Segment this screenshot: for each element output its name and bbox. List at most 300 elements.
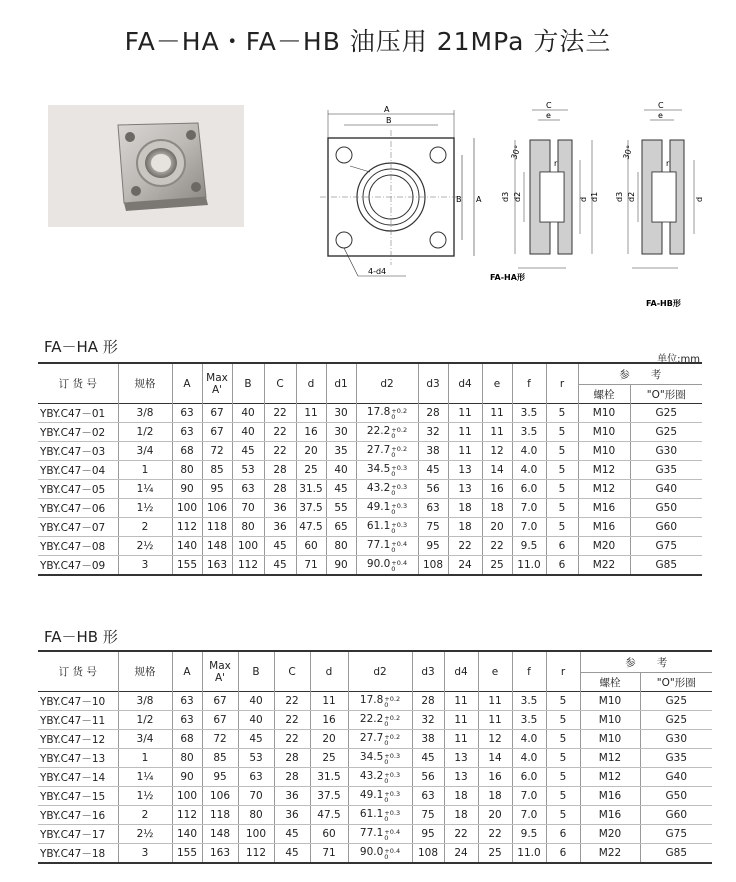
d2-tolerance — [384, 791, 400, 803]
d2-value: 90.0 — [366, 558, 391, 570]
cell-a: 68 — [172, 730, 202, 749]
cell-e: 20 — [482, 518, 512, 537]
cell-order: YBY.C47－03 — [38, 442, 118, 461]
cell-c: 36 — [274, 787, 310, 806]
d2-value: 27.7 — [366, 444, 391, 456]
technical-drawing — [310, 100, 730, 320]
d2-tolerance — [384, 829, 400, 841]
table-row — [38, 806, 712, 825]
cell-b: 112 — [232, 556, 264, 576]
cell-f: 9.5 — [512, 825, 546, 844]
cell-d4: 13 — [448, 480, 482, 499]
hb-col-oring: "O"形圈 — [640, 673, 712, 692]
cell-a: 112 — [172, 518, 202, 537]
cell-oring: G25 — [640, 692, 712, 711]
cell-b: 40 — [232, 423, 264, 442]
cell-amax: 95 — [202, 480, 232, 499]
d2-value: 43.2 — [366, 482, 391, 494]
cell-f: 4.0 — [512, 730, 546, 749]
cell-bolt: M22 — [580, 844, 640, 864]
cell-c: 22 — [274, 711, 310, 730]
cell-d: 60 — [296, 537, 326, 556]
cell-a: 90 — [172, 768, 202, 787]
cell-d: 37.5 — [310, 787, 348, 806]
dim-B-top: B — [386, 116, 392, 125]
cell-b: 53 — [232, 461, 264, 480]
d2-value: 49.1 — [359, 789, 384, 801]
cell-order: YBY.C47－04 — [38, 461, 118, 480]
cell-bolt: M10 — [580, 711, 640, 730]
d2-value: 17.8 — [366, 406, 391, 418]
cell-amax: 148 — [202, 537, 232, 556]
table-row — [38, 499, 702, 518]
cell-c: 45 — [274, 844, 310, 864]
tolerance-lower: 0 — [384, 796, 389, 804]
cell-d3: 108 — [418, 556, 448, 576]
cell-f: 7.0 — [512, 806, 546, 825]
tolerance-lower: 0 — [391, 413, 396, 421]
tolerance-lower: 0 — [391, 489, 396, 497]
hb-col-order: 订 货 号 — [58, 666, 97, 678]
cell-bolt: M16 — [580, 806, 640, 825]
cell-d4: 11 — [444, 711, 478, 730]
cell-amax: 67 — [202, 692, 238, 711]
cell-a: 112 — [172, 806, 202, 825]
tolerance-upper: +0.3 — [384, 790, 401, 798]
tolerance-lower: 0 — [391, 527, 396, 535]
tolerance-upper: +0.3 — [384, 752, 401, 760]
cell-a: 140 — [172, 825, 202, 844]
col-bolt: 螺栓 — [578, 385, 630, 404]
cell-f: 7.0 — [512, 499, 546, 518]
cell-e: 12 — [482, 442, 512, 461]
cell-c: 45 — [264, 556, 296, 576]
cell-order: YBY.C47－10 — [38, 692, 118, 711]
cell-r: 6 — [546, 844, 580, 864]
tolerance-lower: 0 — [384, 777, 389, 785]
cell-amax: 148 — [202, 825, 238, 844]
cell-amax: 85 — [202, 461, 232, 480]
tolerance-upper: +0.3 — [391, 521, 408, 529]
cell-bolt: M12 — [580, 749, 640, 768]
dim-r: r — [554, 159, 558, 168]
cell-d3: 75 — [418, 518, 448, 537]
d2-value: 49.1 — [366, 501, 391, 513]
cell-d1: 65 — [326, 518, 356, 537]
cell-r: 6 — [546, 556, 578, 576]
cell-bolt: M16 — [580, 787, 640, 806]
cell-e: 18 — [482, 499, 512, 518]
col-d4: d4 — [448, 363, 482, 404]
cell-b: 100 — [238, 825, 274, 844]
cell-f: 9.5 — [512, 537, 546, 556]
cell-c: 22 — [264, 404, 296, 423]
cell-d4: 11 — [444, 692, 478, 711]
table-row — [38, 787, 712, 806]
table-row — [38, 461, 702, 480]
cell-b: 63 — [232, 480, 264, 499]
hb-col-Amax — [202, 651, 238, 692]
cell-d1: 35 — [326, 442, 356, 461]
d2-tolerance — [384, 753, 400, 765]
table-row — [38, 423, 702, 442]
cell-d3: 32 — [412, 711, 444, 730]
cell-d1: 30 — [326, 423, 356, 442]
d2-value: 22.2 — [359, 713, 384, 725]
hb-col-A: A — [172, 651, 202, 692]
cell-spec: 1 — [118, 461, 172, 480]
tolerance-lower: 0 — [391, 508, 396, 516]
cell-order: YBY.C47－18 — [38, 844, 118, 864]
cell-bolt: M22 — [578, 556, 630, 576]
d2-value: 61.1 — [366, 520, 391, 532]
cell-a: 63 — [172, 423, 202, 442]
cell-bolt: M10 — [578, 423, 630, 442]
table-row — [38, 844, 712, 864]
cell-d4: 11 — [444, 730, 478, 749]
cell-bolt: M20 — [578, 537, 630, 556]
table-row — [38, 730, 712, 749]
dim-B-right: B — [456, 195, 462, 204]
d2-value: 27.7 — [359, 732, 384, 744]
cell-d2 — [348, 692, 412, 711]
hb-col-d3: d3 — [412, 651, 444, 692]
cell-b: 70 — [238, 787, 274, 806]
cell-spec: 3/8 — [118, 404, 172, 423]
cell-oring: G85 — [640, 844, 712, 864]
cell-a: 90 — [172, 480, 202, 499]
cell-d4: 24 — [448, 556, 482, 576]
cell-r: 5 — [546, 423, 578, 442]
tolerance-lower: 0 — [384, 720, 389, 728]
cell-f: 3.5 — [512, 423, 546, 442]
flange-photo-image — [48, 105, 244, 227]
d2-tolerance — [391, 503, 407, 515]
col-ref: 参 考 — [578, 363, 702, 385]
cell-order: YBY.C47－07 — [38, 518, 118, 537]
cell-f: 3.5 — [512, 692, 546, 711]
cell-d4: 11 — [448, 404, 482, 423]
cell-d: 16 — [310, 711, 348, 730]
cell-c: 45 — [264, 537, 296, 556]
table-row — [38, 768, 712, 787]
cell-oring: G40 — [630, 480, 702, 499]
cell-c: 28 — [274, 768, 310, 787]
cell-c: 28 — [264, 461, 296, 480]
cell-r: 5 — [546, 442, 578, 461]
cell-r: 5 — [546, 768, 580, 787]
tolerance-upper: +0.4 — [384, 828, 401, 836]
d2-tolerance — [384, 696, 400, 708]
cell-e: 11 — [478, 711, 512, 730]
cell-d3: 63 — [418, 499, 448, 518]
cell-d4: 18 — [448, 499, 482, 518]
cell-d2 — [348, 844, 412, 864]
cell-f: 6.0 — [512, 480, 546, 499]
cell-spec: 2 — [118, 806, 172, 825]
tolerance-lower: 0 — [391, 470, 396, 478]
dim-d1: d1 — [590, 191, 599, 202]
d2-value: 34.5 — [366, 463, 391, 475]
table-row — [38, 404, 702, 423]
tolerance-upper: +0.3 — [391, 502, 408, 510]
ha-section-view — [490, 101, 599, 282]
unit-label: 单位:mm — [657, 354, 700, 365]
cell-order: YBY.C47－11 — [38, 711, 118, 730]
cell-a: 63 — [172, 404, 202, 423]
cell-oring: G85 — [630, 556, 702, 576]
cell-a: 68 — [172, 442, 202, 461]
cell-d2 — [356, 404, 418, 423]
cell-d3: 108 — [412, 844, 444, 864]
cell-e: 16 — [478, 768, 512, 787]
col-C: C — [264, 363, 296, 404]
cell-d4: 11 — [448, 423, 482, 442]
cell-bolt: M12 — [578, 480, 630, 499]
dim-d2: d2 — [513, 191, 522, 202]
col-A: A — [172, 363, 202, 404]
cell-c: 36 — [264, 518, 296, 537]
cell-order: YBY.C47－01 — [38, 404, 118, 423]
hb-col-ref: 参 考 — [580, 651, 712, 673]
dim-A-right: A — [476, 195, 482, 204]
col-B: B — [232, 363, 264, 404]
cell-oring: G60 — [640, 806, 712, 825]
hb-caption: FA-HB形 — [646, 299, 681, 308]
tolerance-lower: 0 — [391, 432, 396, 440]
cell-e: 11 — [478, 692, 512, 711]
cell-order: YBY.C47－09 — [38, 556, 118, 576]
cell-d: 11 — [310, 692, 348, 711]
cell-d: 25 — [296, 461, 326, 480]
cell-d3: 38 — [418, 442, 448, 461]
tolerance-upper: +0.4 — [391, 540, 408, 548]
cell-d3: 75 — [412, 806, 444, 825]
cell-spec: 1/2 — [118, 711, 172, 730]
col-d1: d1 — [326, 363, 356, 404]
cell-bolt: M16 — [578, 499, 630, 518]
d2-tolerance — [391, 541, 407, 553]
d2-value: 77.1 — [359, 827, 384, 839]
col-f: f — [512, 363, 546, 404]
cell-oring: G60 — [630, 518, 702, 537]
cell-amax: 106 — [202, 787, 238, 806]
col-d3: d3 — [418, 363, 448, 404]
cell-d3: 56 — [418, 480, 448, 499]
cell-e: 14 — [482, 461, 512, 480]
hb-col-r: r — [546, 651, 580, 692]
cell-r: 5 — [546, 404, 578, 423]
hb-col-Amax-bottom: A' — [214, 671, 226, 684]
cell-b: 40 — [238, 711, 274, 730]
cell-a: 63 — [172, 711, 202, 730]
cell-d1: 90 — [326, 556, 356, 576]
cell-d3: 95 — [412, 825, 444, 844]
d2-tolerance — [391, 408, 407, 420]
tolerance-upper: +0.2 — [384, 714, 401, 722]
cell-d2 — [356, 499, 418, 518]
cell-a: 100 — [172, 787, 202, 806]
col-Amax-top: Max — [206, 371, 228, 384]
cell-order: YBY.C47－06 — [38, 499, 118, 518]
cell-a: 155 — [172, 844, 202, 864]
cell-a: 63 — [172, 692, 202, 711]
cell-bolt: M12 — [578, 461, 630, 480]
hb-section-view — [615, 101, 704, 308]
d2-value: 61.1 — [359, 808, 384, 820]
cell-d: 20 — [296, 442, 326, 461]
cell-bolt: M12 — [580, 768, 640, 787]
cell-d2 — [356, 518, 418, 537]
dim-C-hb: C — [658, 101, 664, 110]
cell-c: 22 — [264, 423, 296, 442]
table-row — [38, 749, 712, 768]
table-row — [38, 556, 702, 576]
table-row — [38, 711, 712, 730]
cell-r: 5 — [546, 806, 580, 825]
cell-e: 11 — [482, 404, 512, 423]
cell-r: 5 — [546, 461, 578, 480]
col-order: 订 货 号 — [58, 378, 97, 390]
cell-b: 53 — [238, 749, 274, 768]
d2-value: 34.5 — [359, 751, 384, 763]
tolerance-upper: +0.2 — [384, 695, 401, 703]
cell-r: 6 — [546, 825, 580, 844]
dim-d2-hb: d2 — [627, 191, 636, 202]
cell-d3: 95 — [418, 537, 448, 556]
cell-amax: 72 — [202, 442, 232, 461]
cell-bolt: M10 — [580, 692, 640, 711]
cell-d1: 30 — [326, 404, 356, 423]
cell-order: YBY.C47－13 — [38, 749, 118, 768]
cell-order: YBY.C47－12 — [38, 730, 118, 749]
cell-a: 155 — [172, 556, 202, 576]
cell-bolt: M10 — [580, 730, 640, 749]
d2-value: 90.0 — [359, 846, 384, 858]
tolerance-upper: +0.3 — [384, 771, 401, 779]
cell-b: 80 — [232, 518, 264, 537]
cell-amax: 163 — [202, 556, 232, 576]
tolerance-lower: 0 — [384, 701, 389, 709]
d2-tolerance — [384, 715, 400, 727]
cell-f: 7.0 — [512, 787, 546, 806]
dim-e-hb: e — [658, 111, 663, 120]
tolerance-upper: +0.3 — [391, 464, 408, 472]
cell-d2 — [356, 442, 418, 461]
cell-amax: 163 — [202, 844, 238, 864]
cell-oring: G75 — [640, 825, 712, 844]
cell-d2 — [348, 768, 412, 787]
dim-angle-hb: 30° — [621, 144, 635, 161]
tolerance-upper: +0.2 — [391, 407, 408, 415]
hb-col-B: B — [238, 651, 274, 692]
cell-a: 80 — [172, 461, 202, 480]
cell-amax: 67 — [202, 423, 232, 442]
d2-value: 17.8 — [359, 694, 384, 706]
cell-spec: 2 — [118, 518, 172, 537]
hb-col-spec: 规格 — [118, 651, 172, 692]
cell-b: 45 — [238, 730, 274, 749]
cell-e: 16 — [482, 480, 512, 499]
cell-d2 — [348, 730, 412, 749]
cell-d2 — [356, 537, 418, 556]
cell-d: 31.5 — [296, 480, 326, 499]
cell-oring: G35 — [640, 749, 712, 768]
cell-amax: 67 — [202, 711, 238, 730]
tolerance-upper: +0.2 — [391, 445, 408, 453]
col-oring: "O"形圈 — [630, 385, 702, 404]
cell-b: 40 — [232, 404, 264, 423]
dim-d-hb: d — [695, 196, 704, 202]
hb-col-Amax-top: Max — [209, 659, 231, 672]
cell-c: 22 — [274, 730, 310, 749]
cell-f: 11.0 — [512, 556, 546, 576]
cell-spec: 3/4 — [118, 730, 172, 749]
cell-d2 — [348, 806, 412, 825]
d2-tolerance — [384, 810, 400, 822]
table-row — [38, 442, 702, 461]
dim-r-hb: r — [666, 159, 670, 168]
cell-d2 — [348, 787, 412, 806]
cell-a: 80 — [172, 749, 202, 768]
cell-bolt: M20 — [580, 825, 640, 844]
cell-oring: G30 — [640, 730, 712, 749]
cell-order: YBY.C47－15 — [38, 787, 118, 806]
cell-spec: 1½ — [118, 787, 172, 806]
cell-d: 11 — [296, 404, 326, 423]
cell-amax: 118 — [202, 518, 232, 537]
tolerance-lower: 0 — [384, 758, 389, 766]
cell-b: 40 — [238, 692, 274, 711]
cell-d4: 18 — [444, 787, 478, 806]
tolerance-upper: +0.2 — [384, 733, 401, 741]
cell-d: 47.5 — [296, 518, 326, 537]
d2-value: 77.1 — [366, 539, 391, 551]
d2-value: 22.2 — [366, 425, 391, 437]
cell-d: 20 — [310, 730, 348, 749]
cell-f: 4.0 — [512, 461, 546, 480]
dim-d3-hb: d3 — [615, 191, 624, 202]
table-row — [38, 537, 702, 556]
dim-e: e — [546, 111, 551, 120]
cell-oring: G75 — [630, 537, 702, 556]
tolerance-lower: 0 — [384, 739, 389, 747]
cell-e: 14 — [478, 749, 512, 768]
cell-d4: 18 — [444, 806, 478, 825]
cell-bolt: M16 — [578, 518, 630, 537]
dim-A-top: A — [384, 105, 390, 114]
cell-c: 28 — [274, 749, 310, 768]
cell-b: 100 — [232, 537, 264, 556]
cell-oring: G50 — [630, 499, 702, 518]
cell-e: 11 — [482, 423, 512, 442]
cell-oring: G40 — [640, 768, 712, 787]
cell-d3: 45 — [418, 461, 448, 480]
col-e: e — [482, 363, 512, 404]
cell-d: 60 — [310, 825, 348, 844]
cell-d4: 13 — [448, 461, 482, 480]
d2-tolerance — [391, 446, 407, 458]
cell-spec: 3/8 — [118, 692, 172, 711]
ha-table-body — [38, 404, 702, 576]
d2-tolerance — [391, 484, 407, 496]
cell-d3: 56 — [412, 768, 444, 787]
cell-d3: 38 — [412, 730, 444, 749]
hb-section-title: FA－HB 形 — [44, 628, 118, 646]
cell-d3: 28 — [412, 692, 444, 711]
cell-oring: G50 — [640, 787, 712, 806]
cell-amax: 85 — [202, 749, 238, 768]
